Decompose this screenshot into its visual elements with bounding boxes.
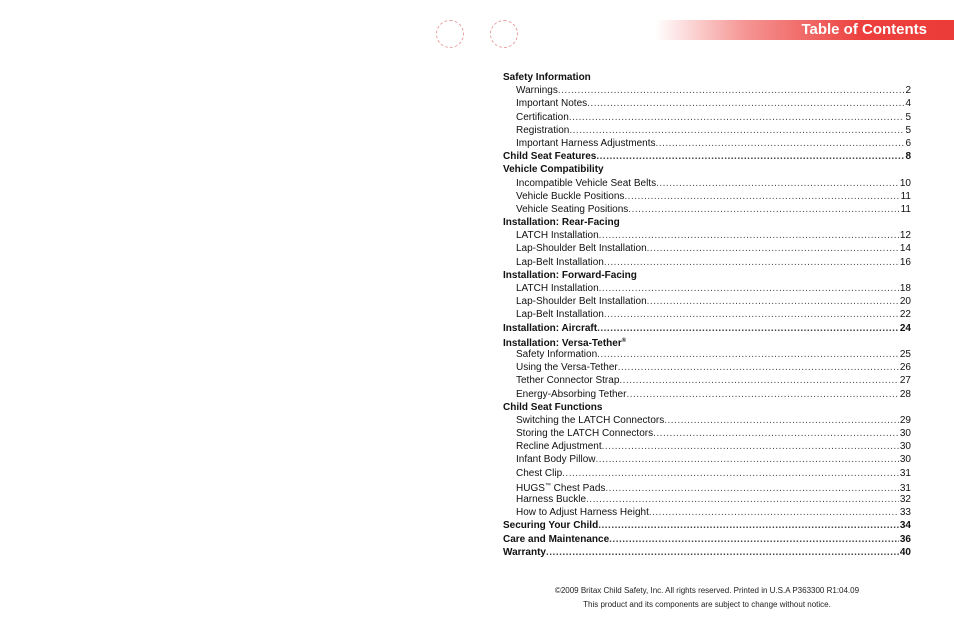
toc-page-number: 18 xyxy=(899,283,911,294)
dot-leader xyxy=(546,546,899,559)
toc-label: Important Notes xyxy=(516,98,588,110)
toc-section[interactable] xyxy=(503,401,911,414)
toc-page-number: 5 xyxy=(905,111,911,123)
dot-leader xyxy=(664,414,899,427)
toc-page-number: 14 xyxy=(899,243,911,255)
toc-entry[interactable] xyxy=(503,453,911,466)
toc-label: Certification xyxy=(516,111,569,123)
toc-label: Incompatible Vehicle Seat Belts xyxy=(516,177,657,189)
toc-entry[interactable] xyxy=(503,190,911,203)
toc-label: Safety Information xyxy=(503,72,591,83)
change-notice: This product and its components are subject to change without notice. xyxy=(583,600,831,609)
title-banner xyxy=(655,20,954,40)
toc-label: Registration xyxy=(516,124,570,136)
toc-page-number: 34 xyxy=(899,520,911,532)
dot-leader xyxy=(569,111,905,124)
toc-label: Vehicle Compatibility xyxy=(503,164,604,176)
toc-entry[interactable] xyxy=(503,308,911,321)
trademark-mark: ® xyxy=(621,337,627,344)
toc-section[interactable] xyxy=(503,216,911,229)
toc-label: How to Adjust Harness Height xyxy=(516,507,649,519)
toc-page-number: 22 xyxy=(899,309,911,321)
toc-page-number: 8 xyxy=(905,151,911,163)
toc-label: Infant Body Pillow xyxy=(516,454,596,466)
toc-label: Lap-Belt Installation xyxy=(516,309,604,321)
toc-page-number: 27 xyxy=(899,375,911,387)
toc-entry[interactable] xyxy=(503,282,911,295)
toc-label: Installation: Forward-Facing xyxy=(503,269,637,281)
toc-section[interactable] xyxy=(503,546,911,559)
toc-page-number: 36 xyxy=(899,533,911,545)
dot-leader xyxy=(619,374,898,387)
dot-leader xyxy=(562,467,899,480)
toc-label: Using the Versa-Tether xyxy=(516,362,618,374)
toc-label: LATCH Installation xyxy=(516,230,599,242)
toc-entry[interactable] xyxy=(503,361,911,374)
toc-page-number: 24 xyxy=(899,322,911,334)
toc-page-number: 33 xyxy=(899,507,911,519)
toc-entry[interactable] xyxy=(503,388,911,401)
toc-label: LATCH Installation xyxy=(516,283,599,294)
dot-leader xyxy=(647,242,899,255)
trademark-mark: ™ xyxy=(544,482,551,489)
toc-entry[interactable] xyxy=(503,256,911,269)
dot-leader xyxy=(599,229,899,242)
toc-label: Harness Buckle xyxy=(516,494,587,505)
toc-page-number: 10 xyxy=(899,177,911,189)
toc-entry[interactable] xyxy=(503,97,911,110)
toc-label: Important Harness Adjustments xyxy=(516,137,656,149)
dot-leader xyxy=(596,453,899,466)
toc-entry[interactable] xyxy=(503,414,911,427)
toc-page-number: 31 xyxy=(899,482,911,493)
toc-label: Tether Connector Strap xyxy=(516,375,620,387)
toc-section[interactable] xyxy=(503,269,911,282)
dot-leader xyxy=(609,533,899,546)
toc-section[interactable] xyxy=(503,322,911,335)
toc-page-number: 11 xyxy=(900,190,911,202)
dot-leader xyxy=(647,295,899,308)
crop-circle-icon xyxy=(490,20,518,48)
toc-entry[interactable] xyxy=(503,203,911,216)
toc-entry[interactable] xyxy=(503,348,911,361)
toc-page-number: 4 xyxy=(905,98,911,110)
dot-leader xyxy=(656,137,905,150)
dot-leader xyxy=(597,348,899,361)
toc-entry[interactable] xyxy=(503,137,911,150)
toc-entry[interactable] xyxy=(503,84,911,97)
toc-page-number: 5 xyxy=(905,124,911,136)
dot-leader xyxy=(586,493,899,506)
toc-label: Installation: Rear-Facing xyxy=(503,217,620,229)
copyright-line: ©2009 Britax Child Safety, Inc. All rights reserved. Printed in U.S.A P363300 R1:04.09 xyxy=(554,586,860,595)
toc-page-number: 32 xyxy=(899,494,911,505)
toc-entry[interactable] xyxy=(503,480,911,493)
toc-entry[interactable] xyxy=(503,493,911,506)
registration-marks xyxy=(436,20,526,48)
toc-page-number: 16 xyxy=(899,256,911,268)
dot-leader xyxy=(653,427,899,440)
toc-entry[interactable] xyxy=(503,427,911,440)
crop-circle-icon xyxy=(436,20,464,48)
dot-leader xyxy=(604,308,899,321)
toc-page-number: 30 xyxy=(899,441,911,453)
toc-page-number: 25 xyxy=(899,348,911,360)
toc-label: Warranty xyxy=(503,546,546,558)
toc-label: Installation: Aircraft xyxy=(503,322,598,334)
toc-section[interactable] xyxy=(503,150,911,163)
dot-leader xyxy=(624,190,899,203)
toc-label: Child Seat Features xyxy=(503,151,597,163)
dot-leader xyxy=(587,97,904,110)
dot-leader xyxy=(597,322,899,335)
toc-label: Lap-Belt Installation xyxy=(516,256,604,268)
toc-page-number: 26 xyxy=(899,362,911,374)
toc-entry[interactable] xyxy=(503,440,911,453)
toc-label: Vehicle Buckle Positions xyxy=(516,190,625,202)
dot-leader xyxy=(558,84,905,97)
toc-entry[interactable] xyxy=(503,467,911,480)
toc-label: Care and Maintenance xyxy=(503,533,610,545)
dot-leader xyxy=(569,124,904,137)
dot-leader xyxy=(602,440,899,453)
toc-page-number: 31 xyxy=(899,467,911,479)
toc-label: Energy-Absorbing Tether xyxy=(516,388,627,400)
toc-section[interactable] xyxy=(503,533,911,546)
dot-leader xyxy=(649,506,899,519)
toc-page-number: 29 xyxy=(899,414,911,426)
toc-label: Recline Adjustment xyxy=(516,441,602,453)
toc-page-number: 20 xyxy=(899,296,911,308)
page-title: Table of Contents xyxy=(801,21,927,38)
toc-section[interactable] xyxy=(503,71,911,84)
toc-page-number: 2 xyxy=(905,85,911,97)
toc-page-number: 30 xyxy=(899,428,911,440)
toc-page-number: 30 xyxy=(899,454,911,466)
toc-label: Installation: Versa-Tether® xyxy=(503,337,627,348)
toc-page-number: 40 xyxy=(899,546,911,558)
toc-entry[interactable] xyxy=(503,506,911,519)
toc-page-number: 6 xyxy=(905,137,911,149)
toc-label: Storing the LATCH Connectors xyxy=(516,428,654,440)
toc-section[interactable] xyxy=(503,163,911,176)
toc-label: HUGS™ Chest Pads xyxy=(516,482,606,493)
toc-entry[interactable] xyxy=(503,177,911,190)
toc-label: Vehicle Seating Positions xyxy=(516,203,629,215)
toc-label: Chest Clip xyxy=(516,467,563,479)
dot-leader xyxy=(599,282,899,295)
toc-section[interactable] xyxy=(503,335,911,348)
toc-entry[interactable] xyxy=(503,229,911,242)
toc-label: Lap-Shoulder Belt Installation xyxy=(516,243,647,255)
toc-label: Safety Information xyxy=(516,348,598,360)
dot-leader xyxy=(604,256,899,269)
dot-leader xyxy=(618,361,899,374)
toc-label: Switching the LATCH Connectors xyxy=(516,414,665,426)
toc-entry[interactable] xyxy=(503,295,911,308)
toc-page-number: 28 xyxy=(899,388,911,400)
dot-leader xyxy=(626,388,898,401)
toc-entry[interactable] xyxy=(503,124,911,137)
toc-label: Warnings xyxy=(516,85,558,97)
dot-leader xyxy=(656,177,899,190)
toc-entry[interactable] xyxy=(503,111,911,124)
toc-page-number: 12 xyxy=(899,230,911,242)
dot-leader xyxy=(598,519,899,532)
toc-entry[interactable] xyxy=(503,242,911,255)
toc-section[interactable] xyxy=(503,519,911,532)
toc-label: Child Seat Functions xyxy=(503,401,603,413)
toc-page-number: 11 xyxy=(900,203,911,215)
toc-entry[interactable] xyxy=(503,374,911,387)
dot-leader xyxy=(596,150,904,163)
dot-leader xyxy=(628,203,899,216)
toc-label: Securing Your Child xyxy=(503,520,599,532)
toc-label: Lap-Shoulder Belt Installation xyxy=(516,296,647,308)
table-of-contents xyxy=(503,71,911,559)
dot-leader xyxy=(605,482,898,493)
